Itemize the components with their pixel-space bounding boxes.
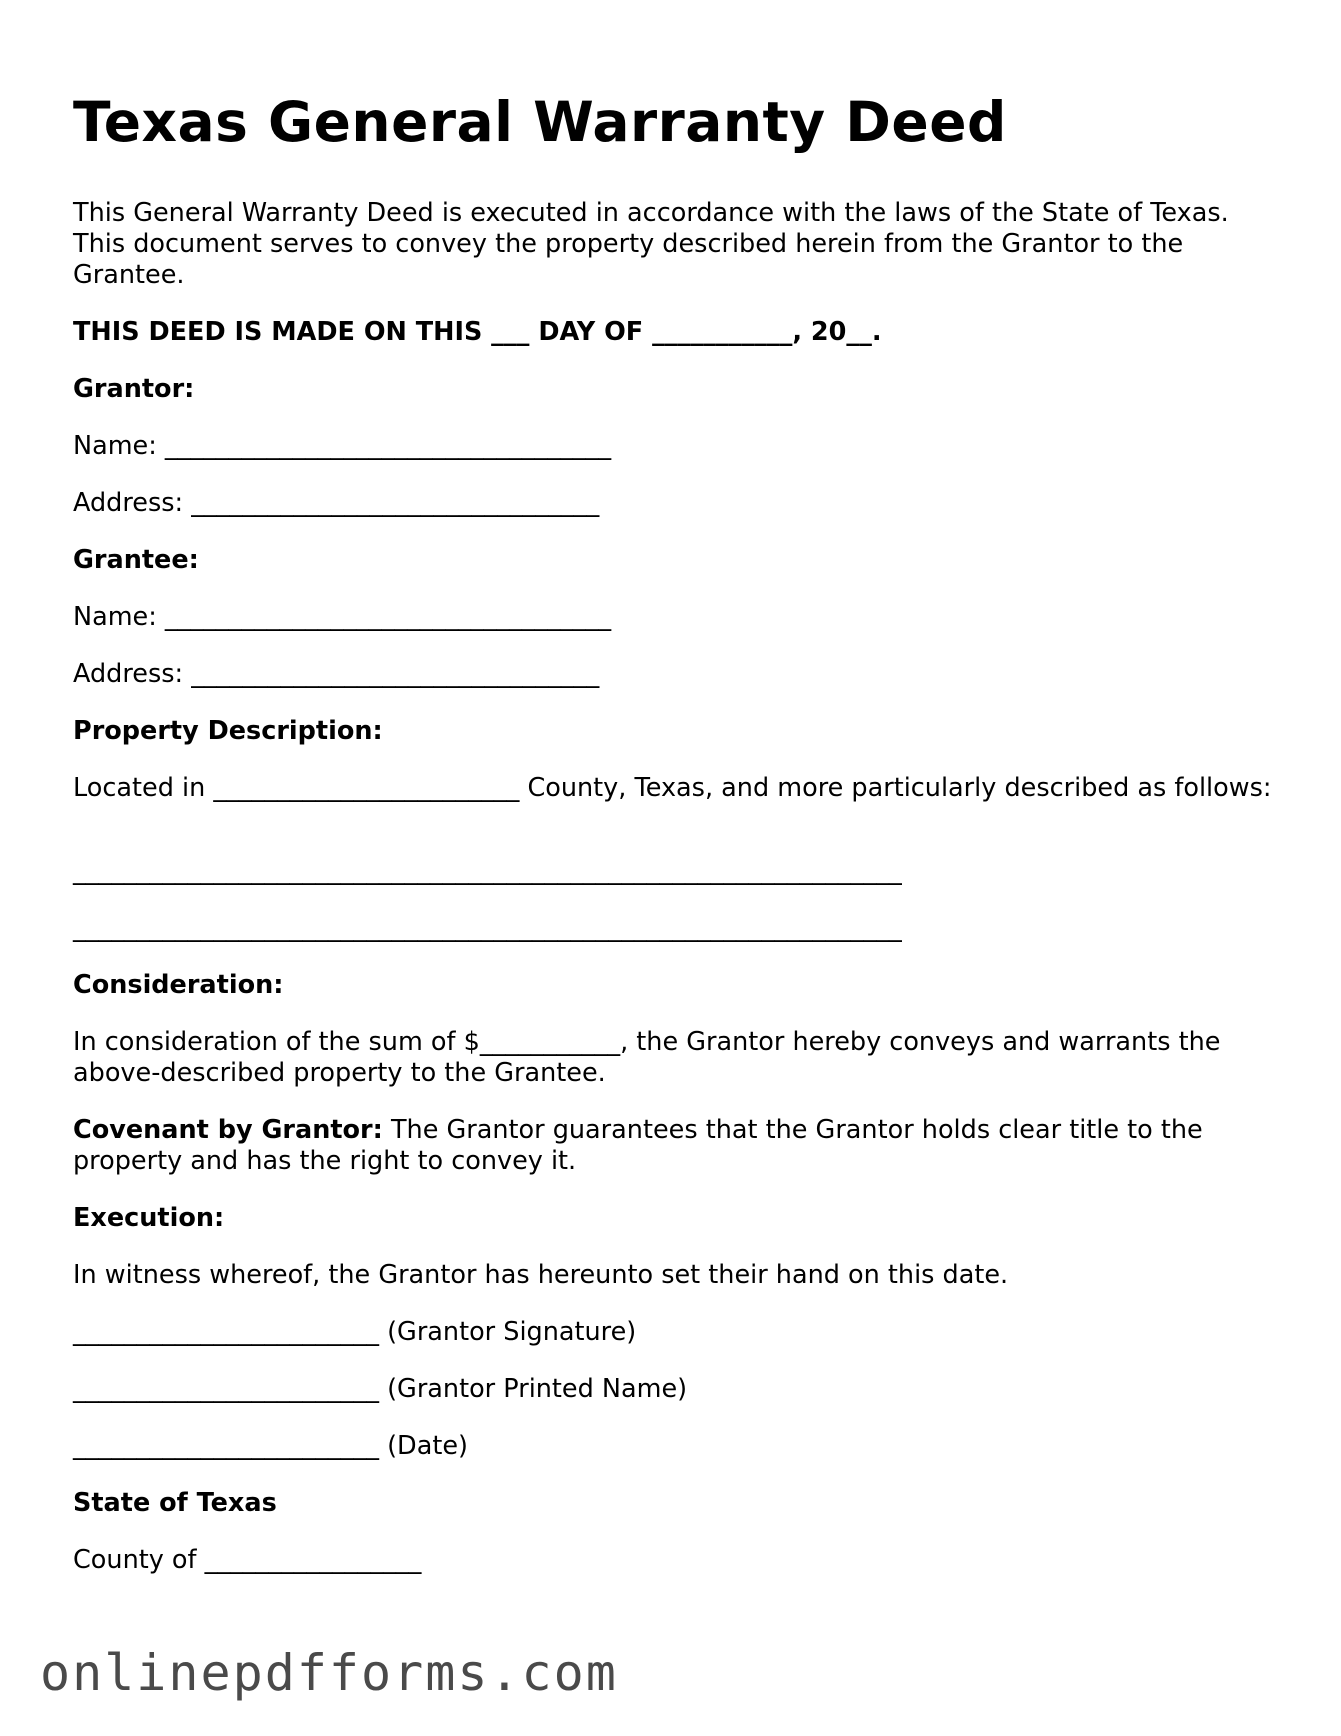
property-blank-line-2: _________________________________________________________________ — [73, 913, 902, 943]
covenant-label: Covenant by Grantor: — [73, 1115, 383, 1145]
grantor-signature-field: ________________________ (Grantor Signature) — [73, 1317, 637, 1347]
execution-heading: Execution: — [73, 1203, 225, 1233]
execution-paragraph: In witness whereof, the Grantor has hereunto set their hand on this date. — [73, 1260, 1009, 1290]
county-field: County of _________________ — [73, 1545, 422, 1575]
grantor-printed-name-field: ________________________ (Grantor Printed Name) — [73, 1374, 688, 1404]
document-page — [73, 90, 1273, 1576]
property-heading: Property Description: — [73, 716, 383, 746]
grantee-name-field: Name: ___________________________________ — [73, 602, 612, 632]
intro-paragraph: This General Warranty Deed is executed in accordance with the laws of the State of Texas. This document serves to convey the property described herein from the Grantor to the Grantee. — [73, 198, 1229, 290]
grantee-address-field: Address: ________________________________ — [73, 659, 600, 689]
covenant-paragraph — [73, 1115, 1273, 1177]
property-located-field: Located in ________________________ County, Texas, and more particularly described as follows: — [73, 773, 1272, 803]
state-heading: State of Texas — [73, 1488, 277, 1518]
grantor-heading: Grantor: — [73, 374, 195, 404]
watermark: onlinepdfforms.com — [40, 1644, 618, 1702]
covenant-text: The Grantor guarantees that the Grantor holds clear title to the property and has the right to convey it. — [73, 1115, 1203, 1176]
deed-date-line: THIS DEED IS MADE ON THIS ___ DAY OF ___________, 20__. — [73, 317, 882, 347]
execution-date-field: ________________________ (Date) — [73, 1431, 468, 1461]
grantor-address-field: Address: ________________________________ — [73, 488, 600, 518]
grantor-name-field: Name: ___________________________________ — [73, 431, 612, 461]
grantee-heading: Grantee: — [73, 545, 199, 575]
consideration-heading: Consideration: — [73, 970, 284, 1000]
consideration-paragraph: In consideration of the sum of $___________, the Grantor hereby conveys and warrants the above-described property to the Grantee. — [73, 1027, 1221, 1088]
page-title: Texas General Warranty Deed — [73, 90, 1007, 154]
property-blank-line-1: _________________________________________________________________ — [73, 856, 902, 886]
